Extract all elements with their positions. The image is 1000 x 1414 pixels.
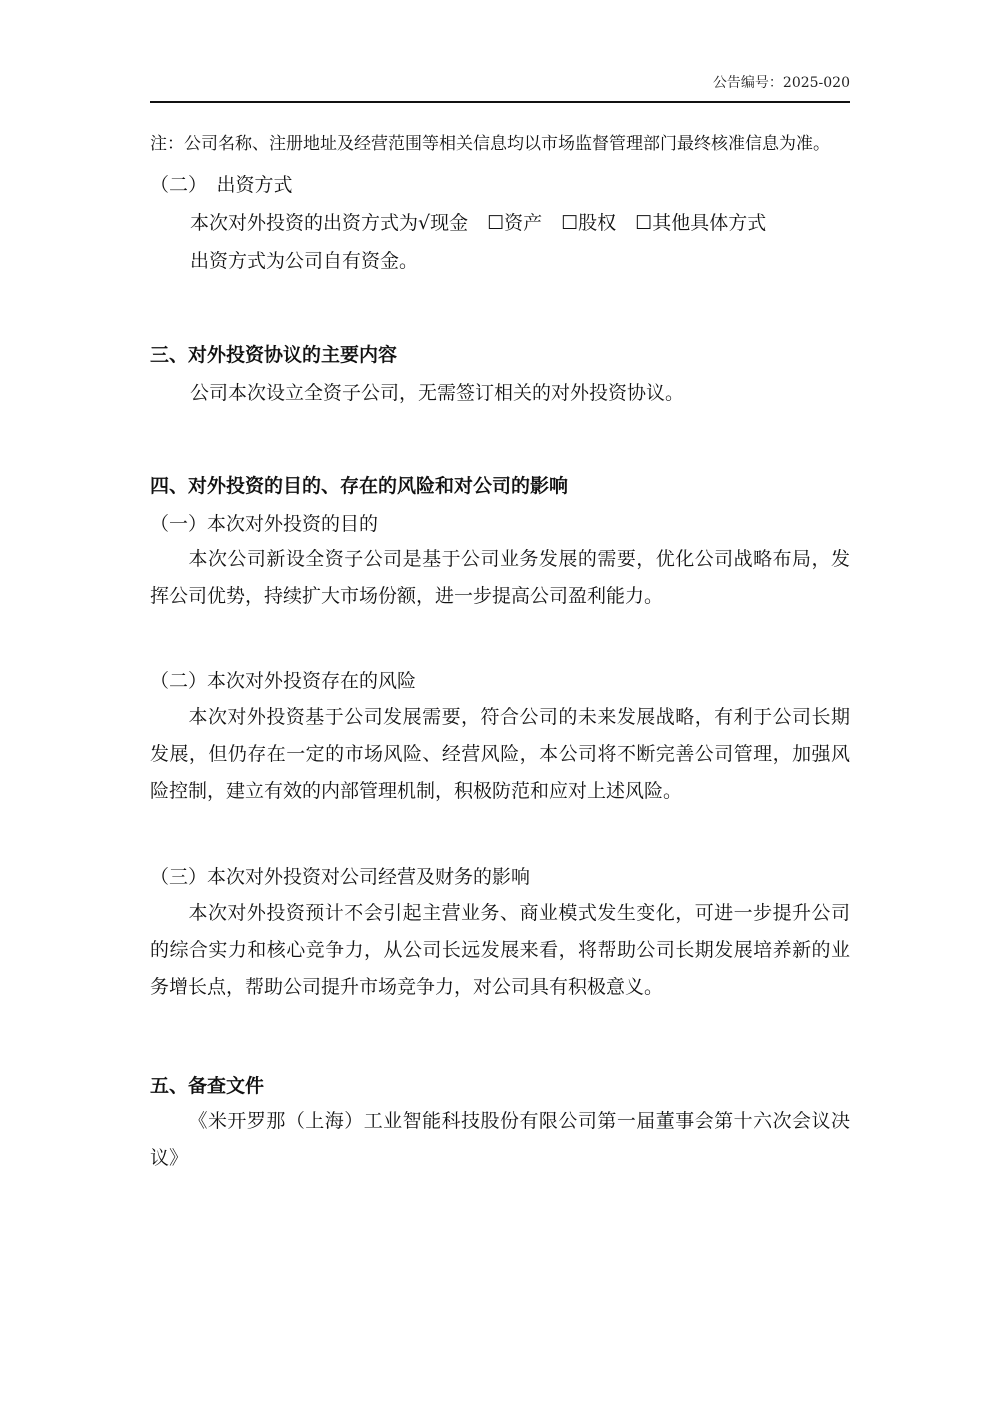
section-5-paragraph xyxy=(150,1103,850,1177)
section-4-2-heading: （二）本次对外投资存在的风险 xyxy=(150,670,417,692)
section-3-heading: 三、对外投资协议的主要内容 xyxy=(150,344,398,366)
funding-method-heading: （二） 出资方式 xyxy=(150,174,293,196)
section-5-text: 《米开罗那（上海）工业智能科技股份有限公司第一届董事会第十六次会议决议》 xyxy=(150,1110,850,1169)
section-4-1-heading: （一）本次对外投资的目的 xyxy=(150,513,379,535)
section-4-3-heading: （三）本次对外投资对公司经营及财务的影响 xyxy=(150,866,531,888)
section-4-1-text: 本次公司新设全资子公司是基于公司业务发展的需要，优化公司战略布局，发挥公司优势，持续扩大市场份额，进一步提高公司盈利能力。 xyxy=(150,548,850,607)
header-rule xyxy=(150,101,850,103)
section-4-2-paragraph xyxy=(150,699,850,810)
section-4-3-text: 本次对外投资预计不会引起主营业务、商业模式发生变化，可进一步提升公司的综合实力和核心竞争力，从公司长远发展来看，将帮助公司长期发展培养新的业务增长点，帮助公司提升市场竞争力，对公司具有积极意义。 xyxy=(150,902,850,998)
section-4-2-text: 本次对外投资基于公司发展需要，符合公司的未来发展战略，有利于公司长期发展，但仍存在一定的市场风险、经营风险，本公司将不断完善公司管理，加强风险控制，建立有效的内部管理机制，积极防范和应对上述风险。 xyxy=(150,706,850,802)
section-3-text: 公司本次设立全资子公司，无需签订相关的对外投资协议。 xyxy=(190,382,685,404)
section-4-1-paragraph xyxy=(150,541,850,615)
registration-note: 注：公司名称、注册地址及经营范围等相关信息均以市场监督管理部门最终核准信息为准。 xyxy=(150,134,830,154)
funding-method-options: 本次对外投资的出资方式为√现金 ☐资产 ☐股权 ☐其他具体方式 xyxy=(190,212,767,234)
announcement-number: 公告编号：2025-020 xyxy=(712,75,850,91)
funding-method-detail: 出资方式为公司自有资金。 xyxy=(190,250,419,272)
section-4-heading: 四、对外投资的目的、存在的风险和对公司的影响 xyxy=(150,475,569,497)
section-5-heading: 五、备查文件 xyxy=(150,1075,265,1097)
section-4-3-paragraph xyxy=(150,895,850,1006)
